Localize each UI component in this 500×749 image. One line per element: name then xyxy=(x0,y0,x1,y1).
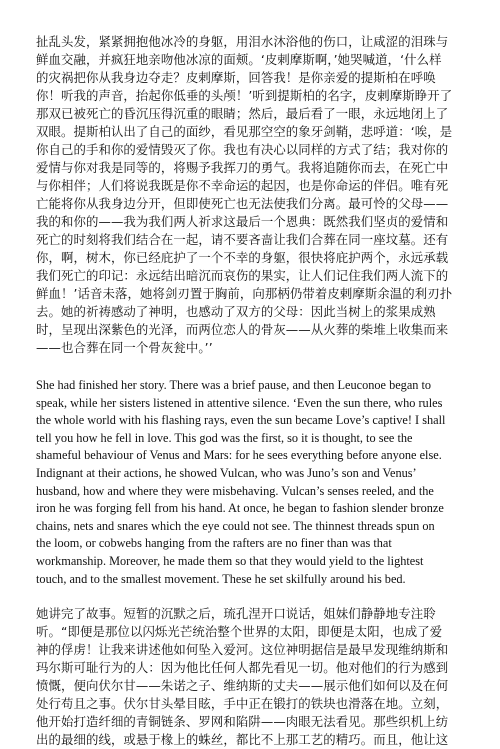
english-paragraph xyxy=(36,377,464,588)
text-line: husband, how and where they were misbehaving. Vulcan’s senses reeled, and the xyxy=(36,483,434,498)
text-line: tell you how he fell in love. This god was the first, so it is thought, to see the xyxy=(36,430,413,445)
text-line: Indignant at their actions, he showed Vulcan, who was Juno’s son and Venus’ xyxy=(36,465,417,480)
text-line: 你自己的手和你的爱情毁灭了你。我也有决心以同样的方式了结；我对你的 xyxy=(36,142,449,157)
text-line: 你！听我的声音，抬起你低垂的头颅！’听到提斯柏的名字，皮剌摩斯睁开了 xyxy=(36,88,453,103)
text-line: 去。她的祈祷感动了神明，也感动了双方的父母：因此当树上的浆果成熟 xyxy=(36,304,436,319)
text-line: 鲜血交融，并疯狂地亲吻他冰凉的面颊。‘皮剌摩斯啊，’她哭喊道，‘什么样 xyxy=(36,52,442,67)
text-line: 爱情与你对我是同等的，将赐予我挥刀的勇气。我将追随你而去，在死亡中 xyxy=(36,160,449,175)
text-line: touch, and to the smallest movement. These he set skilfully around his bed. xyxy=(36,571,406,586)
text-line: 他开始打造纤细的青铜链条、罗网和陷阱——肉眼无法看见。那些织机上纺 xyxy=(36,714,449,730)
text-line: 那双已被死亡的昏沉压得沉重的眼睛；然后，最后看了一眼，永远地闭上了 xyxy=(36,106,449,121)
text-line: 听。“即便是那位以闪烁光芒统治整个世界的太阳，即便是太阳，也成了爱 xyxy=(36,624,443,640)
text-line: 她讲完了故事。短暂的沉默之后，琉孔涅开口说话，姐妹们静静地专注聆 xyxy=(36,606,436,622)
text-line: 处行苟且之事。伏尔甘头晕目眩，手中正在锻打的铁块也滑落在地。立刻， xyxy=(36,696,449,712)
text-line: 玛尔斯可耻行为的人：因为他比任何人都先看见一切。他对他们的行为感到 xyxy=(36,660,449,676)
text-line: 出的最细的线，或悬于椽上的蛛丝，都比不上那工艺的精巧。而且，他让这 xyxy=(36,732,449,748)
text-line: workmanship. Moreover, he made them so that they would yield to the lightest xyxy=(36,553,424,568)
text-line: 鲜血！’话音未落，她将剑刃置于胸前，向那柄仍带着皮剌摩斯余温的利刃扑 xyxy=(36,286,453,301)
chinese-paragraph-1 xyxy=(36,33,464,357)
text-line: iron he was forging fell from his hand. At once, he began to fashion slender bronze xyxy=(36,501,444,516)
text-line: 与你相伴；人们将说我既是你不幸命运的起因，也是你命运的伴侣。唯有死 xyxy=(36,178,449,193)
text-line: the loom, or cobwebs hanging from the rafters are no finer than was that xyxy=(36,536,392,551)
text-line: 愤慨，便向伏尔甘——朱诺之子、维纳斯的丈夫——展示他们如何以及在何 xyxy=(36,678,449,694)
text-line: speak, while her sisters listened in attentive silence. ‘Even the sun there, who rules xyxy=(36,395,443,410)
text-line: 神的俘虏！让我来讲述他如何坠入爱河。这位神明据信是最早发现维纳斯和 xyxy=(36,642,449,658)
text-line: 时，呈现出深紫色的光泽，而两位恋人的骨灰——从火葬的柴堆上收集而来 xyxy=(36,322,449,337)
text-line: 我的和你的——我为我们两人祈求这最后一个恩典：既然我们坚贞的爱情和 xyxy=(36,214,449,229)
text-line: chains, nets and snares which the eye could not see. The thinnest threads spun on xyxy=(36,518,435,533)
text-line: 双眼。提斯柏认出了自己的面纱，看见那空空的象牙剑鞘，悲呼道：‘唉，是 xyxy=(36,124,453,139)
text-line: the whole world with his flashing rays, even the sun became Love’s captive! I shall xyxy=(36,413,446,428)
text-line: 我们死亡的印记：永远结出暗沉而哀伤的果实，让人们记住我们两人流下的 xyxy=(36,268,449,283)
text-line: 亡能将你从我身边分开，但即使死亡也无法使我们分离。最可怜的父母—— xyxy=(36,196,449,211)
text-line: 扯乱头发，紧紧拥抱他冰冷的身躯，用泪水沐浴他的伤口，让咸涩的泪珠与 xyxy=(36,34,449,49)
text-line: 死亡的时刻将我们结合在一起，请不要吝啬让我们合葬在同一座坟墓。还有 xyxy=(36,232,449,247)
text-line: shameful behaviour of Venus and Mars: for he sees everything before anyone else. xyxy=(36,448,442,463)
chinese-paragraph-2 xyxy=(36,605,464,749)
text-line: ——也合葬在同一个骨灰瓮中。’’ xyxy=(36,340,213,355)
text-line: She had finished her story. There was a brief pause, and then Leuconoe began to xyxy=(36,378,432,392)
text-line: 你，啊，树木，你已经庇护了一个不幸的身躯，很快将庇护两个，永远承载 xyxy=(36,250,449,265)
text-line: 的灾祸把你从我身边夺走？皮剌摩斯，回答我！是你亲爱的提斯柏在呼唤 xyxy=(36,70,436,85)
